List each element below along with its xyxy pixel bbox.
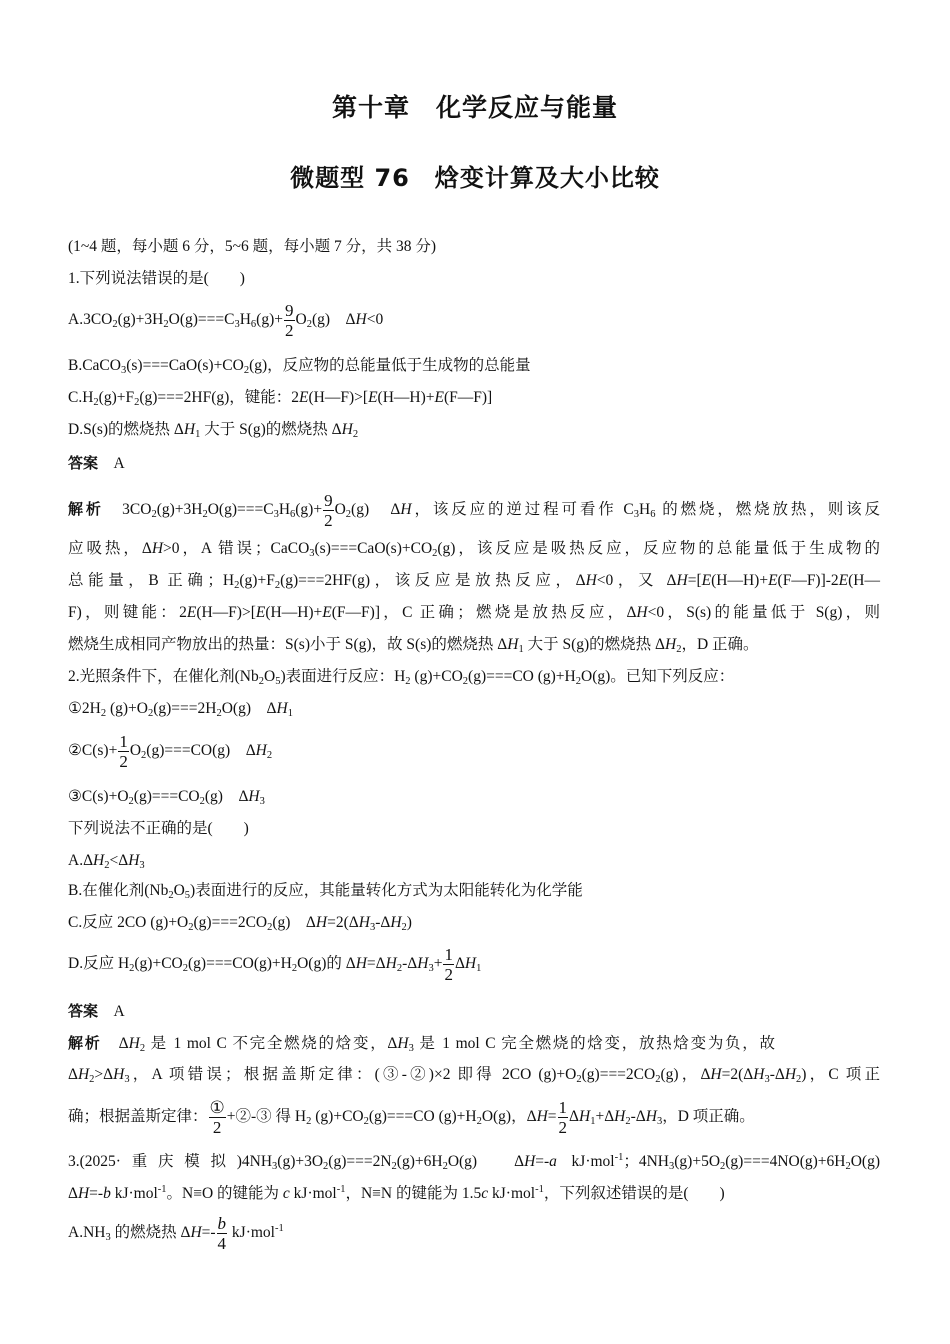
q2-analysis-line-1: 解析 $\Delta H_2$ 是 1 mol C 不完全燃烧的焓变，$\Delta H_3$ 是 1 mol C 完全燃烧的焓变，放热焓变为负，故: [68, 1034, 775, 1054]
q1-option-d: D.S(s)的燃烧热 $\Delta H_1$ 大于 S(g)的燃烧热 $\Delta H_2$: [68, 421, 359, 440]
q1-analysis-line-4: F)，则键能：2E(H—F)>[E(H—H)+E(F—F)]，C 正确；燃烧是放热反应，ΔH<0，S(s)的能量低于 S(g)，则: [68, 604, 880, 621]
fraction: $\frac{1}{2}$: [558, 1098, 568, 1137]
q3-stem-line-1: 3.(2025·重庆模拟)$4NH_3(g)+3O_2(g)===2N_2(g)+6H_2O(g)$ ΔH=-a kJ·mol$^{-1}$；$4NH_3(g)+5O_2(g)===4NO(g)+6H_2O(g)$: [68, 1152, 880, 1172]
q1-option-c: $C.H_2(g)+F_2(g)===2HF(g)$，键能：2E(H—F)>[E(H—H)+E(F—F)]: [68, 389, 493, 408]
fraction: $\frac{1}{2}$: [119, 732, 128, 771]
q2-option-a: $A.\Delta H_2<\Delta H_3$: [68, 852, 145, 871]
q1-stem: 1.下列说法错误的是( ): [68, 270, 245, 287]
answer-label: 答案: [68, 1002, 99, 1020]
q2-analysis-line-2: $\Delta H_2>\Delta H_3$，A 项错误；根据盖斯定律：(③-②)×2 即得 2CO $(g)+O_2(g)===2CO_2(g)$，$\Delta H=2(\Delta H_3-\Delta H_2)$，C 项正: [68, 1066, 880, 1085]
analysis-label: 解析: [68, 1034, 102, 1052]
q1-analysis-line-3: 总能量，B 正确；$H_2(g)+F_2(g)===2HF(g)$，该反应是放热反应，ΔH<0，又 ΔH=[E(H—H)+E(F—F)]-2E(H—: [68, 572, 880, 591]
q2-option-b: B.在催化剂$(Nb_2O_5)$表面进行的反应，其能量转化方式为太阳能转化为化学能: [68, 882, 583, 901]
q2-answer-line: [68, 1000, 125, 1023]
q2-reaction-3: $③C(s)+O_2(g)===CO_2(g)$ $\Delta H_3$: [68, 788, 265, 807]
q1-option-b: $B.CaCO_3(s)===CaO(s)+CO_2(g)$，反应物的总能量低于生成物的总能量: [68, 357, 531, 376]
fraction: $\frac{1}{2}$: [444, 945, 453, 984]
q3-option-a: $A.NH_3$ 的燃烧热 ΔH=- $\frac{b}{4}$ kJ·mol$^{-1}$: [68, 1214, 284, 1253]
q2-analysis-line-3: 确；根据盖斯定律： $\frac{\text{①}}{2}$ +②-③ 得 $H_2$ $(g)+CO_2(g)===CO$ $(g)+H_2O(g)$，ΔH= $\frac{1}{2}$ $\Delta H_1+\Delta H_2-\Delta H_3$，D 项正确。: [68, 1098, 755, 1137]
analysis-label: 解析: [68, 500, 104, 519]
fraction: $\frac{9}{2}$: [285, 301, 294, 340]
q2-reaction-1: $①2H_2$ $(g)+O_2(g)===2H_2O(g)$ $\Delta H_1$: [68, 700, 293, 719]
q1-option-a: $A.3CO_2(g)+3H_2O(g)===C_3H_6(g)+$ $\frac{9}{2}$ $O_2(g)$ ΔH<0: [68, 301, 384, 340]
section-title: 微题型 76 焓变计算及大小比较: [290, 164, 660, 192]
q2-option-d: D.反应 $H_2(g)+CO_2(g)===CO(g)+H_2O(g)$的 $\Delta H=\Delta H_2-\Delta H_3+$ $\frac{1}{2}$ $\Delta H_1$: [68, 945, 482, 984]
q1-answer-line: [68, 452, 125, 475]
answer-label: 答案: [68, 454, 99, 472]
fraction: $\frac{9}{2}$: [324, 491, 333, 530]
q1-analysis-line-5: 燃烧生成相同产物放出的热量：S(s)小于 S(g)，故 S(s)的燃烧热 $\Delta H_1$ 大于 S(g)的燃烧热 $\Delta H_2$，D 正确。: [68, 636, 759, 655]
fraction: $\frac{b}{4}$: [217, 1214, 227, 1253]
q2-option-c: C.反应 2CO $(g)+O_2(g)===2CO_2(g)$ $\Delta H=2(\Delta H_3-\Delta H_2)$: [68, 914, 412, 933]
q1-analysis-line-1: 解析 $3CO_2(g)+3H_2O(g)===C_3H_6(g)+$ $\frac{9}{2}$ $O_2(g)$ ΔH，该反应的逆过程可看作 $C_3H_6$ 的燃烧，燃烧放热，则该反: [68, 491, 880, 530]
q2-reaction-2: ②C(s)+ $\frac{1}{2}$ $O_2(g)===CO(g)$ $\Delta H_2$: [68, 732, 273, 771]
score-note: (1~4 题，每小题 6 分，5~6 题，每小题 7 分，共 38 分): [68, 238, 437, 255]
q1-answer: A: [113, 455, 125, 472]
q3-stem-line-2: ΔH=-b kJ·mol$^{-1}$。N≡O 的键能为 c kJ·mol$^{-1}$，N≡N 的键能为 1.5c kJ·mol$^{-1}$，下列叙述错误的是( ): [68, 1184, 725, 1202]
q2-sub-question: 下列说法不正确的是( ): [68, 820, 249, 837]
chapter-title: 第十章 化学反应与能量: [331, 93, 618, 122]
q2-stem: 2.光照条件下，在催化剂$(Nb_2O_5)$表面进行反应：$H_2$ $(g)+CO_2(g)===CO$ $(g)+H_2O(g)$。已知下列反应：: [68, 668, 735, 687]
q2-answer: A: [113, 1003, 125, 1020]
fraction: $\frac{\text{①}}{2}$: [209, 1098, 225, 1137]
q1-analysis-line-2: 应吸热，ΔH>0，A 错误；$CaCO_3(s)===CaO(s)+CO_2(g)$，该反应是吸热反应，反应物的总能量低于生成物的: [68, 540, 880, 559]
